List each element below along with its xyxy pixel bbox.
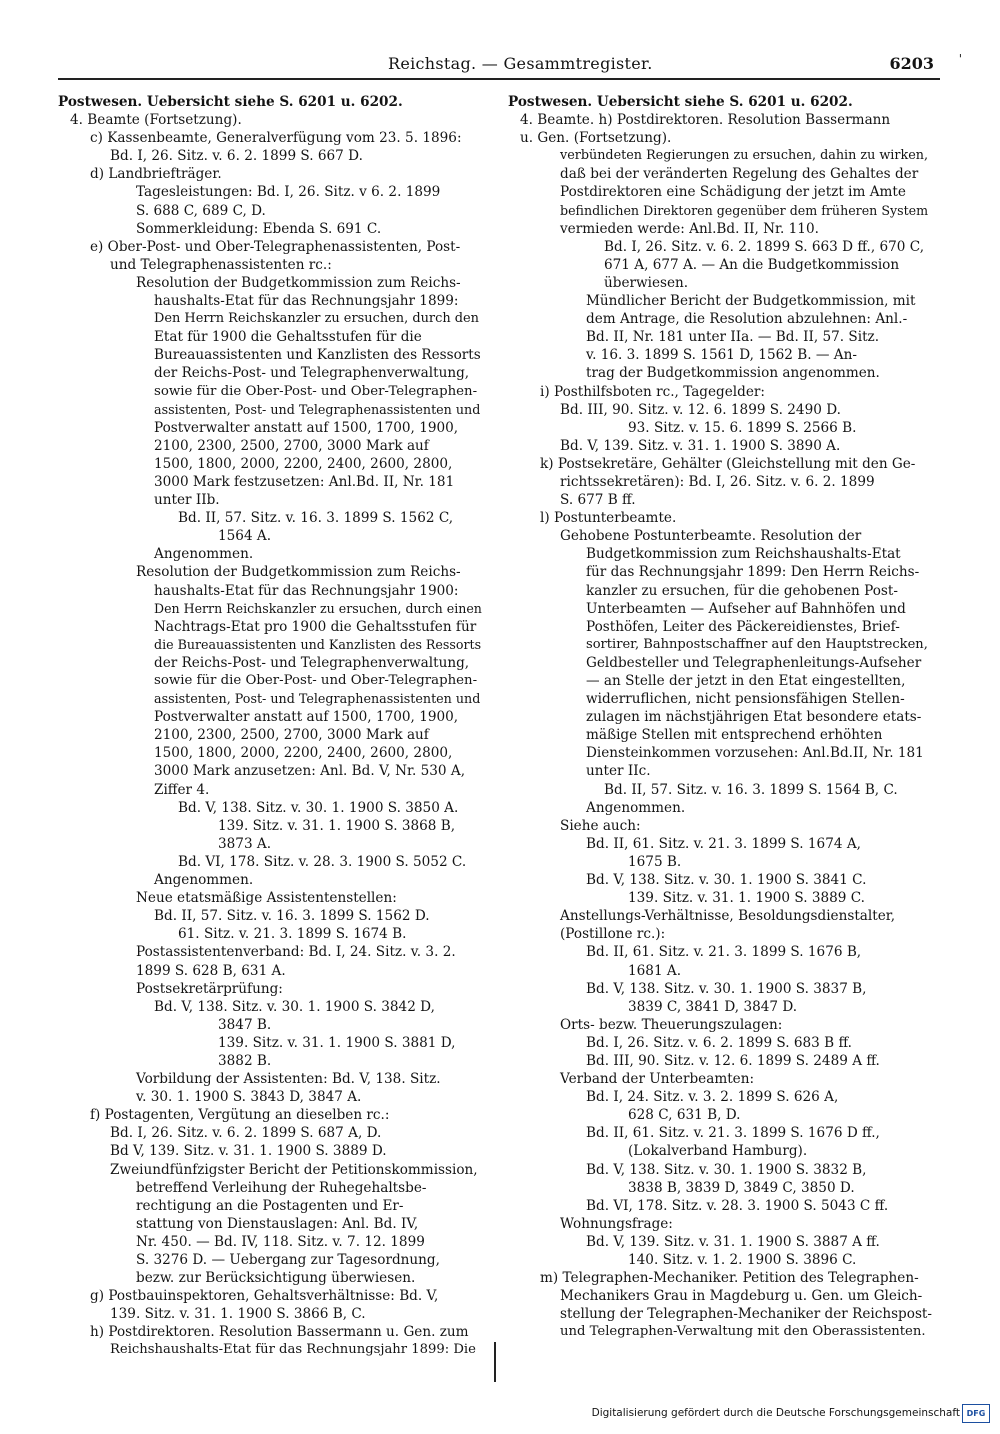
index-line: Bd. VI, 178. Sitz. v. 28. 3. 1900 S. 5043 C ff. <box>586 1197 889 1214</box>
index-line: die Bureauassistenten und Kanzlisten des Ressorts <box>154 636 482 652</box>
index-line: Bd. III, 90. Sitz. v. 12. 6. 1899 S. 2489 A ff. <box>586 1052 880 1069</box>
index-line: 2100, 2300, 2500, 2700, 3000 Mark auf <box>154 437 429 454</box>
index-line: Geldbesteller und Telegraphenleitungs-Aufseher <box>586 654 922 671</box>
index-line: haushalts-Etat für das Rechnungsjahr 1900: <box>154 582 459 599</box>
index-line: 4. Beamte (Fortsetzung). <box>70 112 242 129</box>
index-line: 93. Sitz. v. 15. 6. 1899 S. 2566 B. <box>628 419 857 436</box>
index-line: Bd. I, 26. Sitz. v. 6. 2. 1899 S. 667 D. <box>110 148 363 165</box>
footer-credit: Digitalisierung gefördert durch die Deutsche Forschungsgemeinschaft <box>591 1407 960 1419</box>
index-line: Gehobene Postunterbeamte. Resolution der <box>560 528 862 545</box>
index-line: unter IIb. <box>154 492 220 509</box>
index-line: 139. Sitz. v. 31. 1. 1900 S. 3881 D, <box>218 1034 456 1051</box>
index-line: (Lokalverband Hamburg). <box>628 1143 808 1160</box>
index-line: 3873 A. <box>218 835 272 852</box>
header-title: Reichstag. — Gesammtregister. <box>388 54 653 73</box>
index-line: dem Antrage, die Resolution abzulehnen: Anl.- <box>586 311 908 328</box>
index-line: assistenten, Post- und Telegraphenassistenten und <box>154 401 481 417</box>
index-line: Bd. V, 138. Sitz. v. 30. 1. 1900 S. 3841 C. <box>586 872 867 889</box>
column-heading: Postwesen. Uebersicht siehe S. 6201 u. 6202. <box>508 94 853 110</box>
index-line: 139. Sitz. v. 31. 1. 1900 S. 3889 C. <box>628 890 865 907</box>
index-line: und Telegraphen-Verwaltung mit den Oberassistenten. <box>560 1324 926 1340</box>
index-line: daß bei der veränderten Regelung des Gehaltes der <box>560 166 919 183</box>
index-line: der Reichs-Post- und Telegraphenverwaltung, <box>154 365 470 382</box>
index-line: unter IIc. <box>586 763 651 780</box>
running-header <box>58 50 962 80</box>
index-line: Bd. II, 57. Sitz. v. 16. 3. 1899 S. 1562 C, <box>178 510 454 527</box>
index-line: 139. Sitz. v. 31. 1. 1900 S. 3866 B, C. <box>110 1306 366 1323</box>
index-line: 140. Sitz. v. 1. 2. 1900 S. 3896 C. <box>628 1252 857 1268</box>
index-line: kanzler zu ersuchen, für die gehobenen Post- <box>586 582 898 599</box>
index-line: Bd. V, 139. Sitz. v. 31. 1. 1900 S. 3887 A ff. <box>586 1233 880 1250</box>
index-line: Bd. II, 57. Sitz. v. 16. 3. 1899 S. 1562 D. <box>154 908 430 925</box>
index-line: stattung von Dienstauslagen: Anl. Bd. IV, <box>136 1215 419 1232</box>
index-line: der Reichs-Post- und Telegraphenverwaltung, <box>154 654 470 671</box>
index-line: 139. Sitz. v. 31. 1. 1900 S. 3868 B, <box>218 817 456 834</box>
index-line: Siehe auch: <box>560 817 641 834</box>
index-line: Bd. VI, 178. Sitz. v. 28. 3. 1900 S. 5052 C. <box>178 853 467 870</box>
index-line: Mechanikers Grau in Magdeburg u. Gen. um Gleich- <box>560 1288 923 1305</box>
index-line: S. 3276 D. — Uebergang zur Tagesordnung, <box>136 1252 440 1268</box>
index-line: sowie für die Ober-Post- und Ober-Telegraphen- <box>154 383 478 399</box>
index-line: h) Postdirektoren. Resolution Bassermann u. Gen. zum <box>90 1324 469 1341</box>
index-line: Bureauassistenten und Kanzlisten des Ressorts <box>154 347 481 364</box>
column-heading: Postwesen. Uebersicht siehe S. 6201 u. 6202. <box>58 94 403 110</box>
index-line: v. 16. 3. 1899 S. 1561 D, 1562 B. — An- <box>586 347 857 364</box>
index-line: Bd. I, 24. Sitz. v. 3. 2. 1899 S. 626 A, <box>586 1089 839 1106</box>
index-line: betreffend Verleihung der Ruhegehaltsbe- <box>136 1179 427 1196</box>
index-line: Bd. V, 138. Sitz. v. 30. 1. 1900 S. 3837 B, <box>586 980 867 997</box>
index-line: Zweiundfünfzigster Bericht der Petitionskommission, <box>110 1161 478 1178</box>
index-line: Anstellungs-Verhältnisse, Besoldungsdienstalter, <box>560 908 896 925</box>
index-line: Sommerkleidung: Ebenda S. 691 C. <box>136 220 382 237</box>
index-line: 671 A, 677 A. — An die Budgetkommission <box>604 256 900 273</box>
index-line: Bd. II, 61. Sitz. v. 21. 3. 1899 S. 1674 A, <box>586 835 861 852</box>
index-line: Bd. V, 139. Sitz. v. 31. 1. 1900 S. 3890 A. <box>560 437 841 454</box>
index-line: Unterbeamten — Aufseher auf Bahnhöfen und <box>586 600 906 617</box>
index-line: Angenommen. <box>154 872 254 889</box>
index-line: S. 688 C, 689 C, D. <box>136 202 266 219</box>
index-line: 1500, 1800, 2000, 2200, 2400, 2600, 2800, <box>154 455 453 472</box>
index-line: Bd. II, 57. Sitz. v. 16. 3. 1899 S. 1564 B, C. <box>604 781 898 798</box>
index-line: haushalts-Etat für das Rechnungsjahr 1899: <box>154 293 459 310</box>
index-line: 628 C, 631 B, D. <box>628 1107 741 1124</box>
index-line: Vorbildung der Assistenten: Bd. V, 138. Sitz. <box>136 1071 441 1088</box>
index-line: für das Rechnungsjahr 1899: Den Herrn Reichs- <box>586 564 920 581</box>
index-line: Angenommen. <box>154 546 254 563</box>
index-line: Bd. I, 26. Sitz. v. 6. 2. 1899 S. 683 B ff. <box>586 1034 852 1051</box>
index-line: Etat für 1900 die Gehaltsstufen für die <box>154 329 422 346</box>
index-line: v. 30. 1. 1900 S. 3843 D, 3847 A. <box>136 1089 362 1106</box>
index-line: 61. Sitz. v. 21. 3. 1899 S. 1674 B. <box>178 926 407 943</box>
index-line: Orts- bezw. Theuerungszulagen: <box>560 1016 783 1033</box>
index-line: (Postillone rc.): <box>560 926 666 943</box>
index-line: f) Postagenten, Vergütung an dieselben rc.: <box>90 1107 390 1124</box>
index-line: assistenten, Post- und Telegraphenassistenten und <box>154 691 481 707</box>
index-line: u. Gen. (Fortsetzung). <box>520 130 672 147</box>
index-line: Nr. 450. — Bd. IV, 118. Sitz. v. 7. 12. 1899 <box>136 1233 425 1250</box>
right-column <box>508 93 933 1393</box>
index-line: Reichshaushalts-Etat für das Rechnungsjahr 1899: Die <box>110 1342 476 1358</box>
index-line: Bd. V, 138. Sitz. v. 30. 1. 1900 S. 3832 B, <box>586 1161 867 1178</box>
index-line: 1899 S. 628 B, 631 A. <box>136 962 286 979</box>
index-line: Wohnungsfrage: <box>560 1215 673 1232</box>
index-line: sortirer, Bahnpostschaffner auf den Hauptstrecken, <box>586 636 928 652</box>
index-line: 3882 B. <box>218 1052 272 1069</box>
index-line: Neue etatsmäßige Assistentenstellen: <box>136 890 397 907</box>
index-line: Nachtrags-Etat pro 1900 die Gehaltsstufen für <box>154 618 477 635</box>
header-mark: ' <box>958 52 962 66</box>
index-line: 1681 A. <box>628 962 682 979</box>
index-line: c) Kassenbeamte, Generalverfügung vom 23. 5. 1896: <box>90 130 462 147</box>
page-number: 6203 <box>889 54 934 73</box>
index-line: Tagesleistungen: Bd. I, 26. Sitz. v 6. 2. 1899 <box>136 184 441 201</box>
index-line: g) Postbauinspektoren, Gehaltsverhältnisse: Bd. V, <box>90 1288 439 1305</box>
index-line: zulagen im nächstjährigen Etat besondere etats- <box>586 709 922 726</box>
index-line: Postverwalter anstatt auf 1500, 1700, 1900, <box>154 419 459 436</box>
index-line: widerruflichen, nicht pensionsfähigen Stellen- <box>586 691 905 708</box>
index-line: Bd. II, 61. Sitz. v. 21. 3. 1899 S. 1676 D ff., <box>586 1125 880 1142</box>
index-line: — an Stelle der jetzt in den Etat eingestellten, <box>586 673 906 689</box>
index-line: Postdirektoren eine Schädigung der jetzt im Amte <box>560 184 906 201</box>
index-line: i) Posthilfsboten rc., Tagegelder: <box>540 383 765 400</box>
index-line: Budgetkommission zum Reichshaushalts-Etat <box>586 546 901 563</box>
index-line: vermieden werde: Anl.Bd. II, Nr. 110. <box>560 220 819 237</box>
index-line: überwiesen. <box>604 274 689 291</box>
index-line: 3847 B. <box>218 1016 272 1033</box>
index-line: 3838 B, 3839 D, 3849 C, 3850 D. <box>628 1179 855 1196</box>
index-line: e) Ober-Post- und Ober-Telegraphenassistenten, Post- <box>90 238 461 255</box>
index-line: 3000 Mark festzusetzen: Anl.Bd. II, Nr. 181 <box>154 473 455 490</box>
index-line: 3839 C, 3841 D, 3847 D. <box>628 998 798 1015</box>
index-line: 1675 B. <box>628 853 682 870</box>
index-line: Bd. III, 90. Sitz. v. 12. 6. 1899 S. 2490 D. <box>560 401 841 418</box>
index-line: befindlichen Direktoren gegenüber dem früheren System <box>560 202 929 218</box>
dfg-logo: DFG <box>962 1404 990 1423</box>
index-line: Bd. II, Nr. 181 unter IIa. — Bd. II, 57. Sitz. <box>586 329 880 346</box>
column-rule <box>494 1342 496 1382</box>
index-line: bezw. zur Berücksichtigung überwiesen. <box>136 1270 416 1287</box>
index-line: Resolution der Budgetkommission zum Reichs- <box>136 274 461 291</box>
index-line: stellung der Telegraphen-Mechaniker der Reichspost- <box>560 1306 932 1323</box>
index-line: sowie für die Ober-Post- und Ober-Telegraphen- <box>154 673 478 688</box>
index-line: rechtigung an die Postagenten und Er- <box>136 1197 404 1214</box>
index-line: verbündeten Regierungen zu ersuchen, dahin zu wirken, <box>560 148 929 164</box>
index-line: Postverwalter anstatt auf 1500, 1700, 1900, <box>154 709 459 726</box>
index-line: trag der Budgetkommission angenommen. <box>586 365 880 382</box>
index-line: und Telegraphenassistenten rc.: <box>110 256 332 273</box>
index-line: d) Landbriefträger. <box>90 166 222 183</box>
index-line: Bd. I, 26. Sitz. v. 6. 2. 1899 S. 663 D ff., 670 C, <box>604 238 925 255</box>
index-line: Posthöfen, Leiter des Päckereidienstes, Brief- <box>586 618 900 635</box>
index-line: Postsekretärprüfung: <box>136 980 283 997</box>
index-line: m) Telegraphen-Mechaniker. Petition des Telegraphen- <box>540 1270 919 1287</box>
index-line: k) Postsekretäre, Gehälter (Gleichstellung mit den Ge- <box>540 455 916 472</box>
index-line: 1500, 1800, 2000, 2200, 2400, 2600, 2800, <box>154 745 453 762</box>
index-line: Verband der Unterbeamten: <box>560 1071 755 1088</box>
index-line: richtssekretären): Bd. I, 26. Sitz. v. 6. 2. 1899 <box>560 473 875 490</box>
index-line: S. 677 B ff. <box>560 492 636 509</box>
index-line: Bd V, 139. Sitz. v. 31. 1. 1900 S. 3889 D. <box>110 1143 387 1160</box>
index-line: Den Herrn Reichskanzler zu ersuchen, durch einen <box>154 600 482 616</box>
index-line: l) Postunterbeamte. <box>540 510 677 527</box>
index-line: Postassistentenverband: Bd. I, 24. Sitz. v. 3. 2. <box>136 944 456 961</box>
index-line: Bd. V, 138. Sitz. v. 30. 1. 1900 S. 3842 D, <box>154 998 435 1015</box>
index-line: Bd. II, 61. Sitz. v. 21. 3. 1899 S. 1676 B, <box>586 944 862 961</box>
index-line: 2100, 2300, 2500, 2700, 3000 Mark auf <box>154 727 429 744</box>
index-line: mäßige Stellen mit entsprechend erhöhten <box>586 727 883 744</box>
index-line: Mündlicher Bericht der Budgetkommission, mit <box>586 293 916 310</box>
index-line: 1564 A. <box>218 528 272 545</box>
index-line: 4. Beamte. h) Postdirektoren. Resolution Bassermann <box>520 112 891 129</box>
index-line: Resolution der Budgetkommission zum Reichs- <box>136 564 461 581</box>
index-line: Bd. V, 138. Sitz. v. 30. 1. 1900 S. 3850 A. <box>178 799 459 816</box>
footer <box>591 1404 990 1424</box>
index-line: 3000 Mark anzusetzen: Anl. Bd. V, Nr. 530 A, <box>154 763 466 780</box>
index-line: Ziffer 4. <box>154 781 210 798</box>
index-line: Diensteinkommen vorzusehen: Anl.Bd.II, Nr. 181 <box>586 745 924 762</box>
index-line: Bd. I, 26. Sitz. v. 6. 2. 1899 S. 687 A, D. <box>110 1125 382 1142</box>
left-column <box>58 93 483 1393</box>
index-line: Angenommen. <box>586 799 686 816</box>
index-line: Den Herrn Reichskanzler zu ersuchen, durch den <box>154 311 480 327</box>
